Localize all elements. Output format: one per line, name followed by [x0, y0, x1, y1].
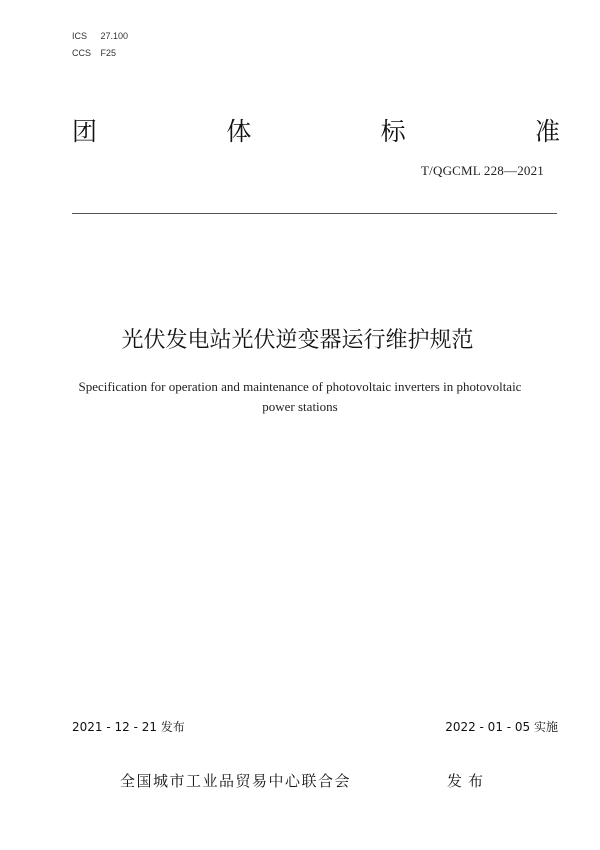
title-english — [40, 377, 560, 417]
title-chinese: 光伏发电站光伏逆变器运行维护规范 — [121, 328, 474, 353]
publisher-action: 发布 — [447, 772, 490, 790]
title-english-line: Specification for operation and maintenance of photovoltaic inverters in photovoltaic — [78, 379, 522, 394]
ics-code: 27.100 — [100, 31, 129, 41]
ccs-label: CCS — [72, 48, 92, 58]
standard-type-char: 准 — [534, 117, 560, 146]
classification-codes — [72, 28, 128, 62]
ccs-row — [72, 45, 128, 62]
ics-label: ICS — [72, 31, 88, 41]
standard-type-char: 标 — [380, 117, 406, 146]
ics-row — [72, 28, 128, 45]
standard-type-heading — [72, 115, 560, 149]
standard-type-char: 团 — [72, 117, 98, 146]
standard-type-char: 体 — [226, 117, 252, 146]
standard-number: T/QGCML 228—2021 — [421, 163, 544, 178]
ccs-code: F25 — [100, 48, 117, 58]
effective-date: 2022 - 01 - 05 实施 — [445, 720, 558, 734]
publisher-name: 全国城市工业品贸易中心联合会 — [120, 772, 352, 790]
header-divider — [72, 213, 557, 214]
title-english-line: power stations — [262, 399, 338, 414]
issue-date: 2021 - 12 - 21 发布 — [72, 720, 185, 734]
